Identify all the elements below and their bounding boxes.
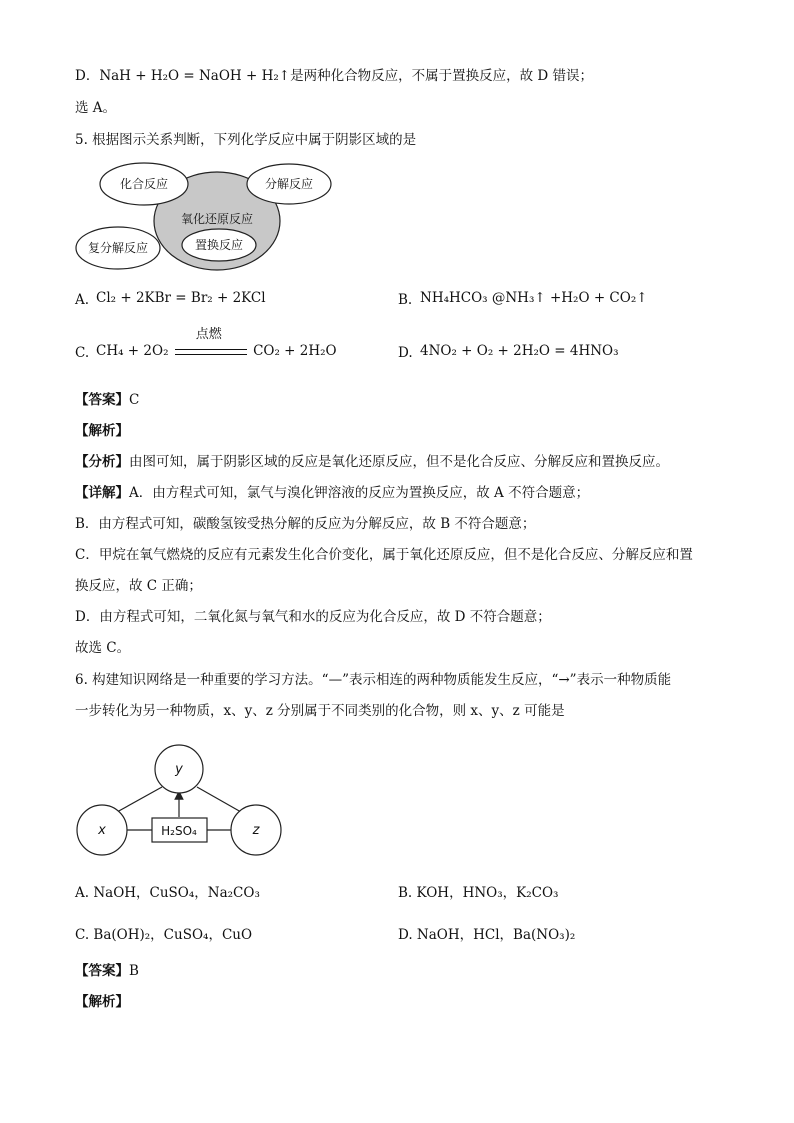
q5-choose: 故选 C。 [75, 640, 131, 656]
q5-venn-diagram [70, 160, 335, 275]
displacement-label: 置换反应 [194, 238, 244, 252]
fenxi-tag: 【分析】 [75, 454, 129, 470]
q6-analysis-tag: 【解析】 [75, 994, 129, 1010]
q5-option-c-condition: 点燃 [195, 327, 222, 342]
q6-option-a: A. NaOH，CuSO₄，Na₂CO₃ [75, 885, 260, 901]
q6-network-diagram [70, 735, 290, 860]
q6-option-c: C. Ba(OH)₂，CuSO₄，CuO [75, 927, 253, 943]
q6-answer-tag: 【答案】 [75, 963, 129, 979]
decomposition-label: 分解反应 [264, 177, 314, 191]
q5-option-c-label: C. [75, 345, 90, 361]
q5-option-c-reactants: CH₄ + 2O₂ [96, 343, 169, 359]
q5-fenxi-line [75, 452, 669, 472]
q6-answer-line [75, 961, 139, 981]
xiangjie-a-text: A．由方程式可知，氯气与溴化钾溶液的反应为置换反应，故 A 不符合题意； [129, 485, 590, 501]
q6-stem-line-1: 6. 构建知识网络是一种重要的学习方法。“—”表示相连的两种物质能发生反应，“→”表示一种物质能 [75, 672, 672, 688]
xiangjie-tag: 【详解】 [75, 485, 129, 501]
q5-stem: 5. 根据图示关系判断，下列化学反应中属于阴影区域的是 [75, 132, 417, 148]
fenxi-text: 由图可知，属于阴影区域的反应是氧化还原反应，但不是化合反应、分解反应和置换反应。 [129, 454, 669, 470]
node-x-label: x [98, 823, 106, 838]
node-z-label: z [252, 823, 260, 838]
redox-label: 氧化还原反应 [180, 212, 254, 226]
xiangjie-c-text-1: C．甲烷在氧气燃烧的反应有元素发生化合价变化，属于氧化还原反应，但不是化合反应、分解反应和置 [75, 547, 693, 563]
q5-option-d-equation: 4NO₂ + O₂ + 2H₂O = 4HNO₃ [420, 343, 619, 359]
q5-option-b-label: B. [398, 292, 413, 308]
q4-choose: 选 A。 [75, 100, 117, 116]
double-line-icon [175, 349, 247, 355]
q6-answer-value: B [129, 963, 139, 979]
q5-option-a-equation: Cl₂ + 2KBr = Br₂ + 2KCl [96, 290, 266, 306]
xiangjie-d-text: D．由方程式可知，二氧化氮与氧气和水的反应为化合反应，故 D 不符合题意； [75, 609, 551, 625]
answer-tag: 【答案】 [75, 392, 129, 408]
q5-option-b-equation: NH₄HCO₃ @NH₃↑ +H₂O + CO₂↑ [420, 290, 648, 306]
q6-option-b: B. KOH，HNO₃，K₂CO₃ [398, 885, 559, 901]
node-y-label: y [175, 762, 183, 777]
q5-option-c-condition-arrow [173, 327, 249, 361]
double-displacement-label: 复分解反应 [87, 241, 149, 255]
combination-label: 化合反应 [119, 177, 169, 191]
xiangjie-b-text: B．由方程式可知，碳酸氢铵受热分解的反应为分解反应，故 B 不符合题意； [75, 516, 536, 532]
answer-value: C [129, 392, 140, 408]
q6-option-d: D. NaOH，HCl，Ba(NO₃)₂ [398, 927, 576, 943]
analysis-tag: 【解析】 [75, 423, 129, 439]
q5-option-c-products: CO₂ + 2H₂O [253, 343, 337, 359]
q6-stem-line-2: 一步转化为另一种物质，x、y、z 分别属于不同类别的化合物，则 x、y、z 可能是 [75, 703, 565, 719]
q5-option-a-label: A. [75, 292, 90, 308]
q4-option-d-explanation: D．NaH + H₂O = NaOH + H₂↑是两种化合物反应，不属于置换反应，故 D 错误； [75, 68, 593, 84]
q5-xiangjie-line [75, 483, 589, 503]
node-h2so4-label: H₂SO₄ [161, 824, 197, 838]
q5-option-c-equation [96, 327, 337, 361]
q5-answer-line [75, 390, 139, 410]
xiangjie-c-text-2: 换反应，故 C 正确； [75, 578, 202, 594]
q5-option-d-label: D. [398, 345, 413, 361]
edge-y-z [197, 787, 241, 812]
edge-y-x [117, 787, 162, 812]
